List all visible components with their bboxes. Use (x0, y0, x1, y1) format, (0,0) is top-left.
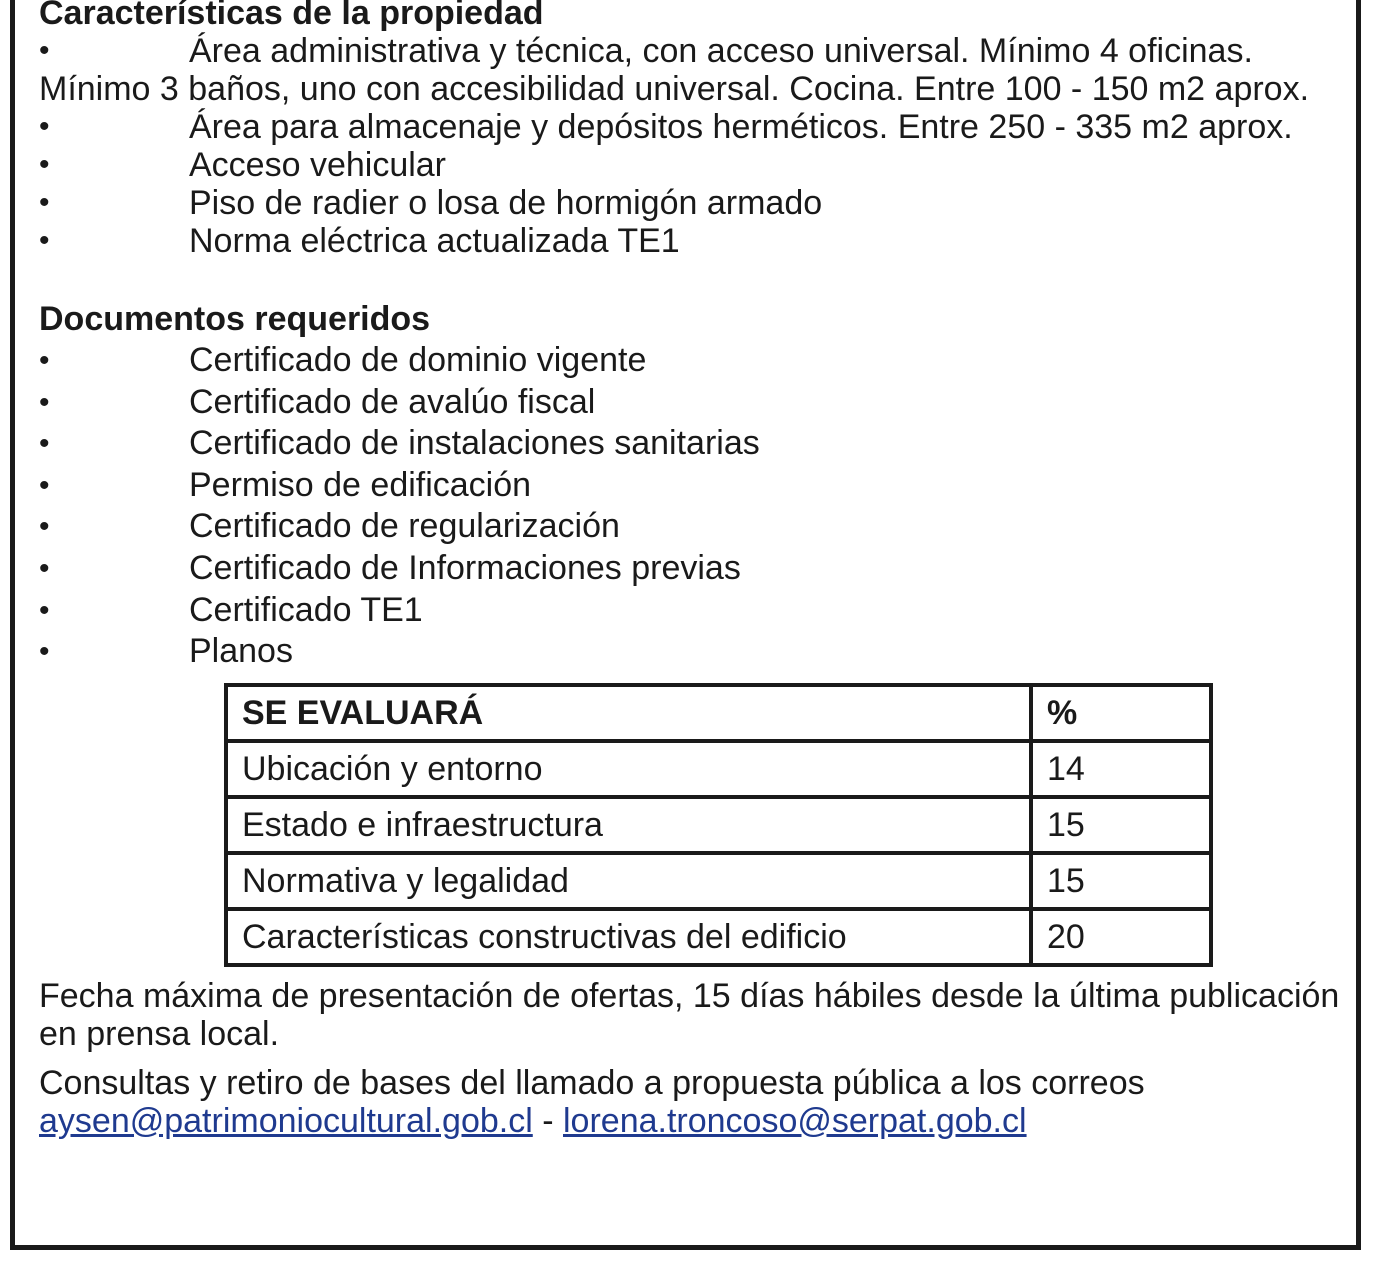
bullet-icon: • (39, 551, 50, 585)
properties-heading: Características de la propiedad (39, 0, 544, 32)
criterion-label: Estado e infraestructura (226, 797, 1031, 853)
criterion-pct: 15 (1031, 797, 1211, 853)
list-item: • Piso de radier o losa de hormigón armado (39, 184, 823, 222)
list-item: • Planos (39, 631, 1359, 673)
bullet-icon: • (39, 468, 50, 502)
list-item: • Permiso de edificación (39, 465, 1359, 507)
bullet-icon: • (39, 344, 50, 377)
documents-list (39, 340, 1359, 673)
list-item: • Certificado TE1 (39, 590, 1359, 632)
bullet-icon: • (39, 148, 50, 181)
bullet-icon: • (39, 224, 50, 257)
email-link-aysen[interactable]: aysen@patrimoniocultural.gob.cl (39, 1101, 533, 1140)
email-link-lorena[interactable]: lorena.troncoso@serpat.gob.cl (563, 1101, 1027, 1140)
table-row (226, 741, 1211, 797)
list-item: • Certificado de instalaciones sanitarias (39, 423, 1359, 465)
contact-text: Consultas y retiro de bases del llamado a propuesta pública a los correos (39, 1063, 1145, 1102)
bullet-icon: • (39, 593, 50, 627)
list-item: • Área administrativa y técnica, con acceso universal. Mínimo 4 oficinas. Mínimo 3 baños, uno con accesibilidad universal. Cocina. Entre 100 - 150 m2 aprox. (39, 32, 1310, 108)
table-header-row (226, 685, 1211, 741)
table-row (226, 853, 1211, 909)
criterion-pct: 15 (1031, 853, 1211, 909)
evaluation-header-pct: % (1031, 685, 1211, 741)
criterion-label: Ubicación y entorno (226, 741, 1031, 797)
table-row (226, 909, 1211, 965)
bullet-icon: • (39, 427, 50, 461)
bullet-icon: • (39, 34, 50, 67)
list-item: • Certificado de dominio vigente (39, 340, 1359, 382)
list-item: • Acceso vehicular (39, 146, 447, 184)
properties-list (39, 32, 1359, 260)
list-item: • Norma eléctrica actualizada TE1 (39, 222, 680, 260)
evaluation-header-label: SE EVALUARÁ (226, 685, 1031, 741)
criterion-pct: 14 (1031, 741, 1211, 797)
bullet-icon: • (39, 635, 50, 669)
table-row (226, 797, 1211, 853)
criterion-label: Características constructivas del edificio (226, 909, 1031, 965)
list-item: • Certificado de regularización (39, 506, 1359, 548)
bullet-icon: • (39, 385, 50, 419)
list-item: • Área para almacenaje y depósitos herméticos. Entre 250 - 335 m2 aprox. (39, 108, 1293, 146)
criterion-pct: 20 (1031, 909, 1211, 965)
evaluation-table (224, 683, 1213, 967)
contact-paragraph (39, 1064, 1359, 1140)
list-item: • Certificado de Informaciones previas (39, 548, 1359, 590)
notice-content (39, 0, 1359, 1140)
bullet-icon: • (39, 110, 50, 143)
documents-heading: Documentos requeridos (39, 300, 431, 338)
bullet-icon: • (39, 186, 50, 219)
criterion-label: Normativa y legalidad (226, 853, 1031, 909)
bullet-icon: • (39, 510, 50, 544)
list-item: • Certificado de avalúo fiscal (39, 382, 1359, 424)
email-separator: - (542, 1101, 554, 1140)
deadline-text: Fecha máxima de presentación de ofertas, 15 días hábiles desde la última publicación en prensa local. (39, 976, 1340, 1053)
